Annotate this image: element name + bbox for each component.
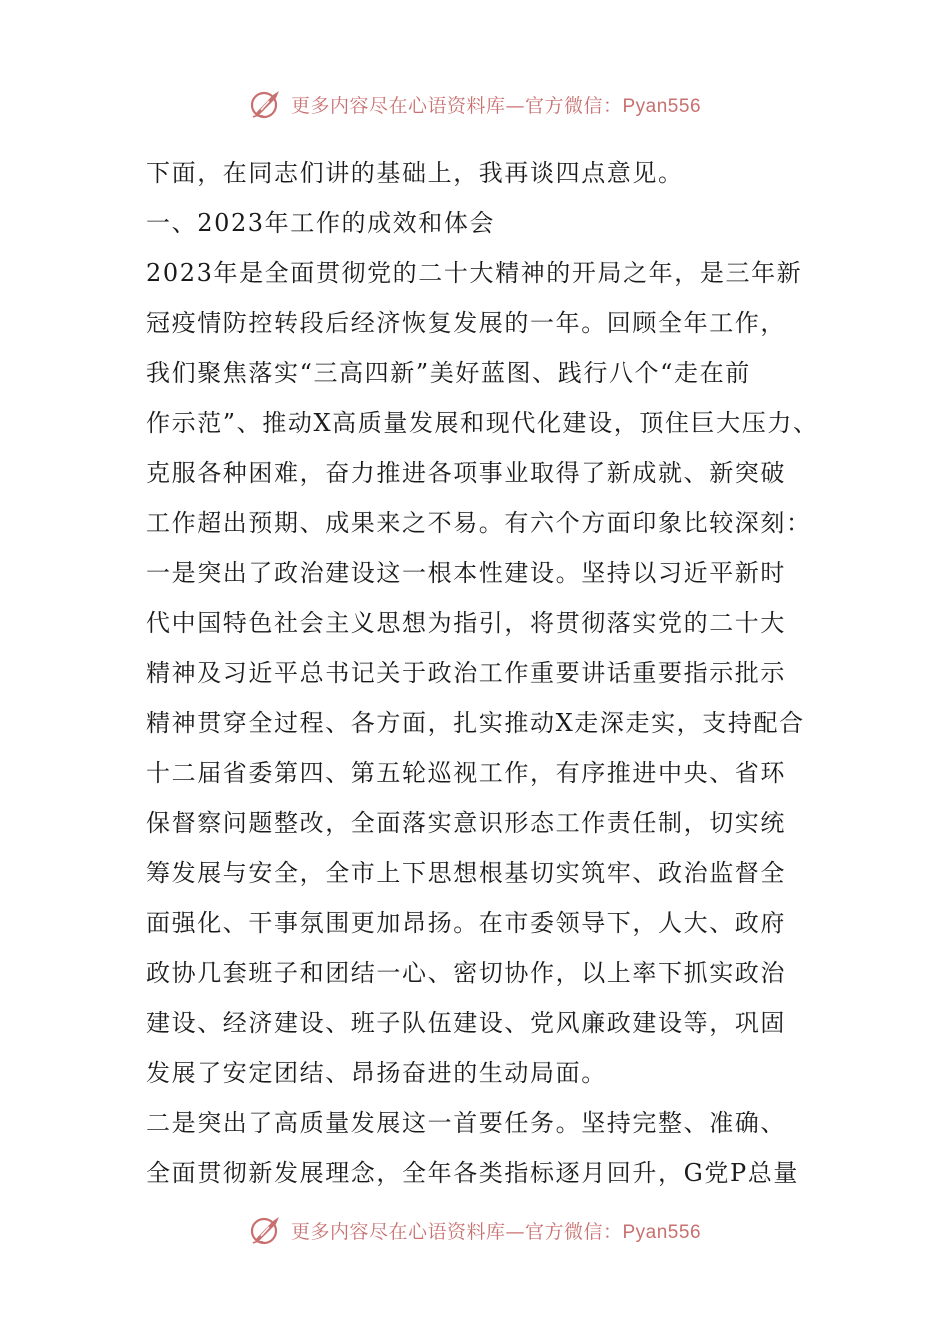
text-line: 2023年是全面贯彻党的二十大精神的开局之年，是三年新 bbox=[146, 259, 803, 287]
watermark-text: 更多内容尽在心语资料库—官方微信：Pyan556 bbox=[290, 1220, 702, 1243]
footer-watermark-banner bbox=[0, 1210, 950, 1250]
text-line: 我们聚焦落实“三高四新”美好蓝图、践行八个“走在前 bbox=[146, 359, 751, 387]
header-watermark-banner bbox=[0, 84, 950, 124]
text-line: 一是突出了政治建设这一根本性建设。坚持以习近平新时 bbox=[146, 559, 786, 587]
text-line: 下面，在同志们讲的基础上，我再谈四点意见。 bbox=[146, 159, 684, 187]
text-line: 十二届省委第四、第五轮巡视工作，有序推进中央、省环 bbox=[146, 759, 786, 787]
quill-pen-logo-icon bbox=[249, 1213, 283, 1247]
text-line: 保督察问题整改，全面落实意识形态工作责任制，切实统 bbox=[146, 809, 786, 837]
text-line: 工作超出预期、成果来之不易。有六个方面印象比较深刻： bbox=[146, 509, 812, 537]
text-line: 冠疫情防控转段后经济恢复发展的一年。回顾全年工作， bbox=[146, 309, 786, 337]
text-line: 面强化、干事氛围更加昂扬。在市委领导下，人大、政府 bbox=[146, 909, 786, 937]
text-line: 精神及习近平总书记关于政治工作重要讲话重要指示批示 bbox=[146, 659, 786, 687]
text-line: 全面贯彻新发展理念，全年各类指标逐月回升，G党P总量 bbox=[146, 1159, 799, 1187]
text-line: 精神贯穿全过程、各方面，扎实推动X走深走实，支持配合 bbox=[146, 709, 805, 737]
text-line: 建设、经济建设、班子队伍建设、党风廉政建设等，巩固 bbox=[146, 1009, 786, 1037]
text-line: 克服各种困难，奋力推进各项事业取得了新成就、新突破 bbox=[146, 459, 786, 487]
text-line: 一、2023年工作的成效和体会 bbox=[146, 209, 496, 237]
text-line: 作示范”、推动X高质量发展和现代化建设，顶住巨大压力、 bbox=[146, 409, 819, 437]
text-line: 代中国特色社会主义思想为指引，将贯彻落实党的二十大 bbox=[146, 609, 786, 637]
watermark-text: 更多内容尽在心语资料库—官方微信：Pyan556 bbox=[290, 94, 702, 117]
text-line: 筹发展与安全，全市上下思想根基切实筑牢、政治监督全 bbox=[146, 859, 786, 887]
text-line: 二是突出了高质量发展这一首要任务。坚持完整、准确、 bbox=[146, 1109, 786, 1137]
document-body bbox=[146, 148, 866, 1198]
quill-pen-logo-icon bbox=[249, 87, 283, 121]
text-line: 政协几套班子和团结一心、密切协作，以上率下抓实政治 bbox=[146, 959, 786, 987]
text-line: 发展了安定团结、昂扬奋进的生动局面。 bbox=[146, 1059, 607, 1087]
